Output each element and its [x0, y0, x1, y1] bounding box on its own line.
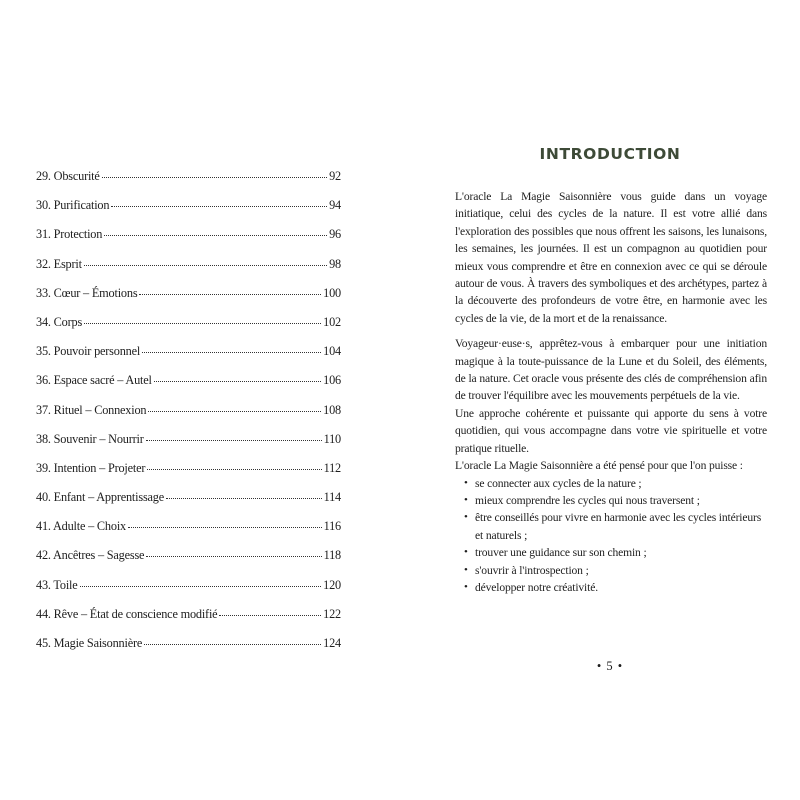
dot-leader	[102, 176, 327, 178]
toc-entry-title: 37. Rituel – Connexion	[36, 402, 147, 417]
dot-leader	[84, 322, 321, 324]
toc-entry-title: 38. Souvenir – Nourrir	[36, 431, 144, 446]
toc-entry-title: 36. Espace sacré – Autel	[36, 373, 152, 388]
toc-entry	[36, 169, 341, 198]
dot-leader	[146, 439, 322, 441]
toc-entry-page: 122	[323, 606, 341, 621]
toc-entry-page: 92	[329, 169, 341, 183]
dot-leader	[219, 614, 321, 616]
toc-entry	[36, 286, 341, 315]
dot-leader	[166, 497, 322, 499]
toc-entry-title: 33. Cœur – Émotions	[36, 285, 138, 300]
list-item: • être conseillés pour vivre en harmonie avec les cycles intérieurs et naturels ;	[467, 509, 767, 544]
toc-entry-page: 112	[323, 460, 341, 475]
toc-entry-page: 102	[323, 314, 341, 329]
toc-entry-page: 120	[323, 577, 341, 592]
toc-entry-title: 41. Adulte – Choix	[36, 519, 126, 534]
dot-leader	[104, 234, 327, 236]
dot-leader	[147, 468, 321, 470]
toc-entry	[36, 198, 341, 227]
dot-leader	[154, 380, 321, 382]
toc-entry-title: 31. Protection	[36, 227, 103, 242]
toc-entry-page: 98	[329, 256, 341, 271]
toc-entry-page: 116	[323, 519, 341, 534]
list-item: • s'ouvrir à l'introspection ;	[467, 562, 767, 579]
dot-leader	[128, 526, 322, 528]
dot-leader	[139, 293, 321, 295]
toc-entry	[36, 578, 341, 607]
toc-entry-title: 42. Ancêtres – Sagesse	[36, 548, 145, 563]
toc-entry	[36, 315, 341, 344]
list-item: • se connecter aux cycles de la nature ;	[467, 475, 767, 492]
toc-entry-title: 29. Obscurité	[36, 169, 100, 183]
introduction-text	[455, 188, 767, 596]
toc-entry-page: 110	[323, 431, 341, 446]
bullet-list	[455, 475, 767, 597]
toc-entry	[36, 373, 341, 402]
toc-entry	[36, 344, 341, 373]
paragraph: L'oracle La Magie Saisonnière vous guide dans un voyage initiatique, celui des cycles de la nature. Il est votre allié dans l'exploration des possibles que nous offrent les saisons, les lunaisons, les semaines, les journées. Il est un compagnon au quotidien pour mieux vous comprendre et être en connexion avec ce qui se déroule autour de vous. À travers des symboliques et des archétypes, partez à la découverte des profondeurs de votre être, en harmonie avec les cycles de la vie, de la mort et de la renaissance.	[455, 190, 767, 325]
table-of-contents	[36, 169, 341, 665]
toc-entry-page: 100	[323, 285, 341, 300]
toc-entry-title: 39. Intention – Projeter	[36, 460, 146, 475]
toc-entry-page: 108	[323, 402, 341, 417]
dot-leader	[84, 264, 327, 266]
toc-entry	[36, 636, 341, 665]
dot-leader	[80, 585, 322, 587]
list-item: • trouver une guidance sur son chemin ;	[467, 544, 767, 561]
toc-entry-page: 124	[323, 636, 341, 650]
list-item: • développer notre créativité.	[467, 579, 767, 596]
toc-entry-page: 94	[329, 198, 341, 213]
page-title: INTRODUCTION	[539, 145, 681, 163]
toc-entry-title: 45. Magie Saisonnière	[36, 636, 143, 650]
toc-entry	[36, 432, 341, 461]
toc-entry-title: 43. Toile	[36, 577, 78, 592]
toc-entry-page: 114	[323, 490, 341, 505]
toc-entry	[36, 519, 341, 548]
toc-entry-title: 35. Pouvoir personnel	[36, 344, 141, 359]
dot-leader	[111, 205, 327, 207]
toc-entry	[36, 607, 341, 636]
toc-entry	[36, 257, 341, 286]
paragraph: Voyageur·euse·s, apprêtez-vous à embarquer pour une initiation magique à la toute-puissance de la Lune et du Soleil, des éléments, de la nature. Cet oracle vous présente des clés de compréhension afin de trouver l'équilibre avec les mouvements perpétuels de la vie.	[455, 337, 767, 403]
toc-entry	[36, 548, 341, 577]
toc-entry	[36, 461, 341, 490]
paragraph: L'oracle La Magie Saisonnière a été pensé pour que l'on puisse :	[455, 459, 743, 473]
paragraph: Une approche cohérente et puissante qui apporte du sens à votre quotidien, qui vous accompagne dans votre vie spirituelle et votre pratique rituelle.	[455, 406, 767, 455]
dot-leader	[142, 351, 321, 353]
dot-leader	[148, 410, 321, 412]
toc-entry-title: 34. Corps	[36, 314, 83, 329]
toc-entry-page: 96	[329, 227, 341, 242]
toc-entry	[36, 490, 341, 519]
toc-entry-title: 30. Purification	[36, 198, 110, 213]
toc-entry-page: 104	[323, 344, 341, 359]
toc-entry-page: 106	[323, 373, 341, 388]
toc-entry-title: 44. Rêve – État de conscience modifié	[36, 606, 218, 621]
toc-entry	[36, 403, 341, 432]
page-number: • 5 •	[596, 659, 624, 673]
list-item: • mieux comprendre les cycles qui nous traversent ;	[467, 492, 767, 509]
dot-leader	[144, 643, 321, 645]
dot-leader	[146, 555, 321, 557]
toc-entry-title: 40. Enfant – Apprentissage	[36, 490, 164, 505]
toc-entry	[36, 227, 341, 256]
toc-entry-page: 118	[323, 548, 341, 563]
toc-entry-title: 32. Esprit	[36, 256, 82, 271]
